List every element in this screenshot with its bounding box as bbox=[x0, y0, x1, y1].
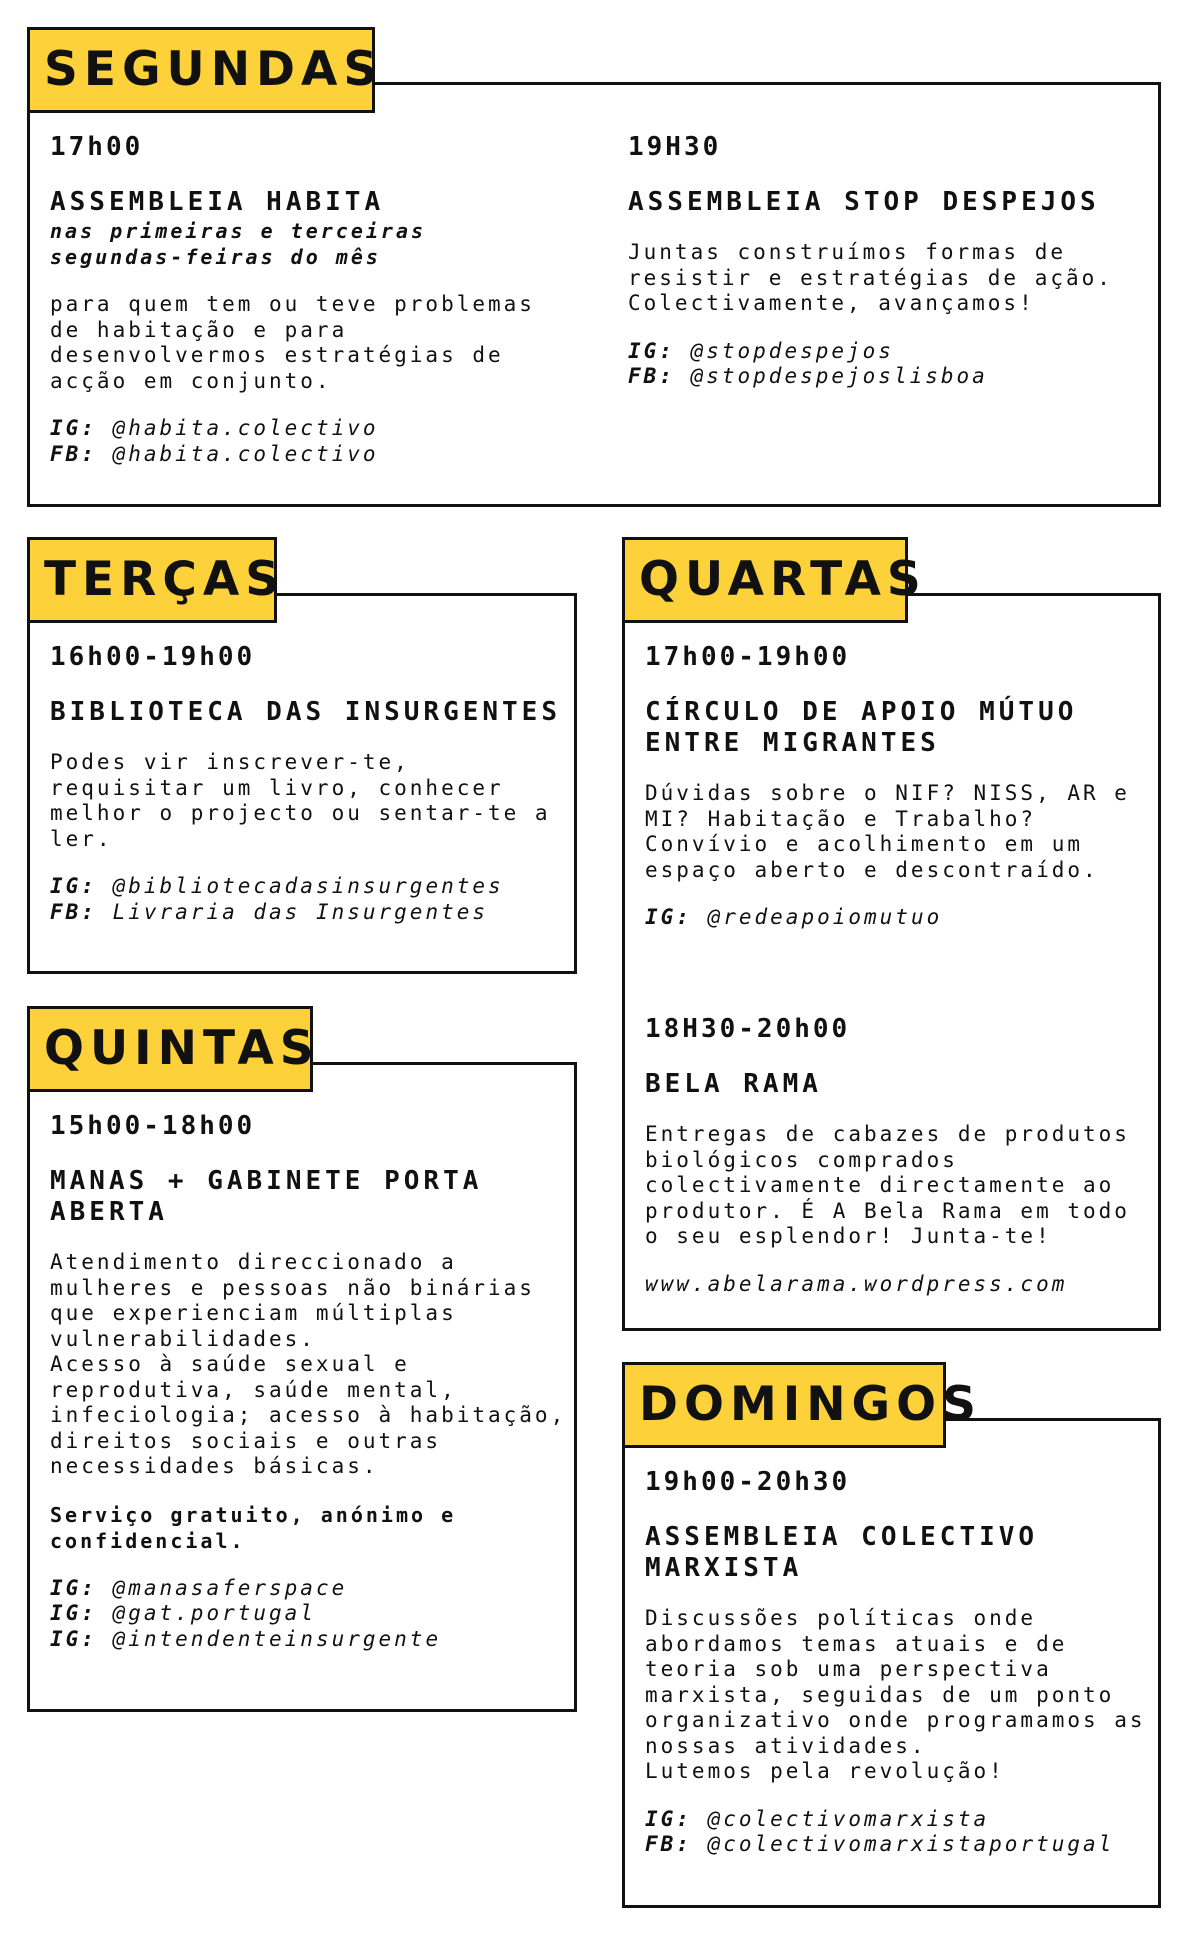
social-link[interactable]: IG: @intendenteinsurgente bbox=[50, 1626, 442, 1651]
social-link[interactable]: FB: @colectivomarxistaportugal bbox=[645, 1832, 1115, 1856]
social-link[interactable]: IG: @stopdespejos bbox=[628, 338, 894, 363]
quintas-tab: QUINTAS bbox=[27, 1006, 313, 1092]
social-links bbox=[645, 1272, 1150, 1298]
social-link[interactable]: IG: @gat.portugal bbox=[50, 1601, 316, 1625]
event-time: 19H30 bbox=[628, 132, 722, 162]
social-links bbox=[645, 905, 1150, 931]
social-links bbox=[50, 1576, 575, 1653]
event-time: 17h00 bbox=[50, 132, 144, 162]
segundas-tab: SEGUNDAS bbox=[27, 27, 375, 113]
event-description: Podes vir inscrever-te, requisitar um livro, conhecer melhor o projecto ou sentar-te a ler. bbox=[50, 750, 551, 851]
social-link[interactable]: IG: @redeapoiomutuo bbox=[645, 905, 943, 929]
social-link[interactable]: IG: @habita.colectivo bbox=[50, 416, 379, 440]
social-link[interactable]: FB: Livraria das Insurgentes bbox=[50, 899, 489, 924]
event-title: BELA RAMA bbox=[645, 1069, 822, 1099]
event-description: para quem tem ou teve problemas de habitação e para desenvolvermos estratégias de acção em conjunto. bbox=[50, 292, 535, 393]
event-description: Discussões políticas onde abordamos temas atuais e de teoria sob uma perspectiva marxista, seguidas de um ponto organizativo onde programamos as nossas atividades. Lutemos pela revolução! bbox=[645, 1606, 1146, 1783]
event-title: ASSEMBLEIA COLECTIVO MARXISTA bbox=[645, 1522, 1039, 1583]
event-bela-rama bbox=[645, 1015, 1150, 1297]
event-time: 18H30-20h00 bbox=[645, 1014, 851, 1044]
event-note: Serviço gratuito, anónimo e confidencial. bbox=[50, 1502, 457, 1553]
event-description: Juntas construímos formas de resistir e estratégias de ação. Colectivamente, avançamos! bbox=[628, 240, 1113, 315]
social-link[interactable]: FB: @stopdespejoslisboa bbox=[628, 364, 988, 388]
social-link[interactable]: FB: @habita.colectivo bbox=[50, 441, 379, 466]
event-title: ASSEMBLEIA STOP DESPEJOS bbox=[628, 187, 1100, 217]
event-title: MANAS + GABINETE PORTA ABERTA bbox=[50, 1166, 483, 1227]
social-links bbox=[645, 1807, 1150, 1858]
event-biblioteca-das-insurgentes bbox=[50, 643, 575, 925]
social-link[interactable]: IG: @colectivomarxista bbox=[645, 1806, 990, 1831]
event-assembleia-habita bbox=[50, 133, 570, 467]
tercas-tab: TERÇAS bbox=[27, 537, 277, 623]
event-time: 16h00-19h00 bbox=[50, 642, 256, 672]
quartas-tab: QUARTAS bbox=[622, 537, 908, 623]
social-link[interactable]: IG: @bibliotecadasinsurgentes bbox=[50, 874, 504, 898]
website-link[interactable]: www.abelarama.wordpress.com bbox=[645, 1271, 1068, 1296]
event-description: Dúvidas sobre o NIF? NISS, AR e MI? Habitação e Trabalho? Convívio e acolhimento em um espaço aberto e descontraído. bbox=[645, 781, 1130, 882]
event-title: BIBLIOTECA DAS INSURGENTES bbox=[50, 697, 561, 727]
event-description: Entregas de cabazes de produtos biológicos comprados colectivamente directamente ao produtor. É A Bela Rama em todo o seu esplendor! Junta-te! bbox=[645, 1122, 1130, 1248]
event-time: 15h00-18h00 bbox=[50, 1111, 256, 1141]
social-links bbox=[50, 874, 575, 925]
social-link[interactable]: IG: @manasaferspace bbox=[50, 1575, 348, 1600]
domingos-tab: DOMINGOS bbox=[622, 1362, 946, 1448]
event-circulo-apoio-mutuo bbox=[645, 643, 1150, 931]
event-title: ASSEMBLEIA HABITA bbox=[50, 187, 385, 217]
event-assembleia-stop-despejos bbox=[628, 133, 1148, 390]
social-links bbox=[50, 416, 570, 467]
event-subtitle: nas primeiras e terceiras segundas-feiras do mês bbox=[50, 219, 427, 269]
event-time: 17h00-19h00 bbox=[645, 642, 851, 672]
event-title: CÍRCULO DE APOIO MÚTUO ENTRE MIGRANTES bbox=[645, 697, 1078, 758]
event-manas-gabinete bbox=[50, 1112, 575, 1652]
event-time: 19h00-20h30 bbox=[645, 1467, 851, 1497]
event-colectivo-marxista bbox=[645, 1468, 1150, 1858]
social-links bbox=[628, 339, 1148, 390]
event-description: Atendimento direccionado a mulheres e pessoas não binárias que experienciam múltiplas vulnerabilidades. Acesso à saúde sexual e reprodutiva, saúde mental, infeciologia; acesso à habitação, direitos sociais e outras necessidades básicas. bbox=[50, 1250, 567, 1478]
